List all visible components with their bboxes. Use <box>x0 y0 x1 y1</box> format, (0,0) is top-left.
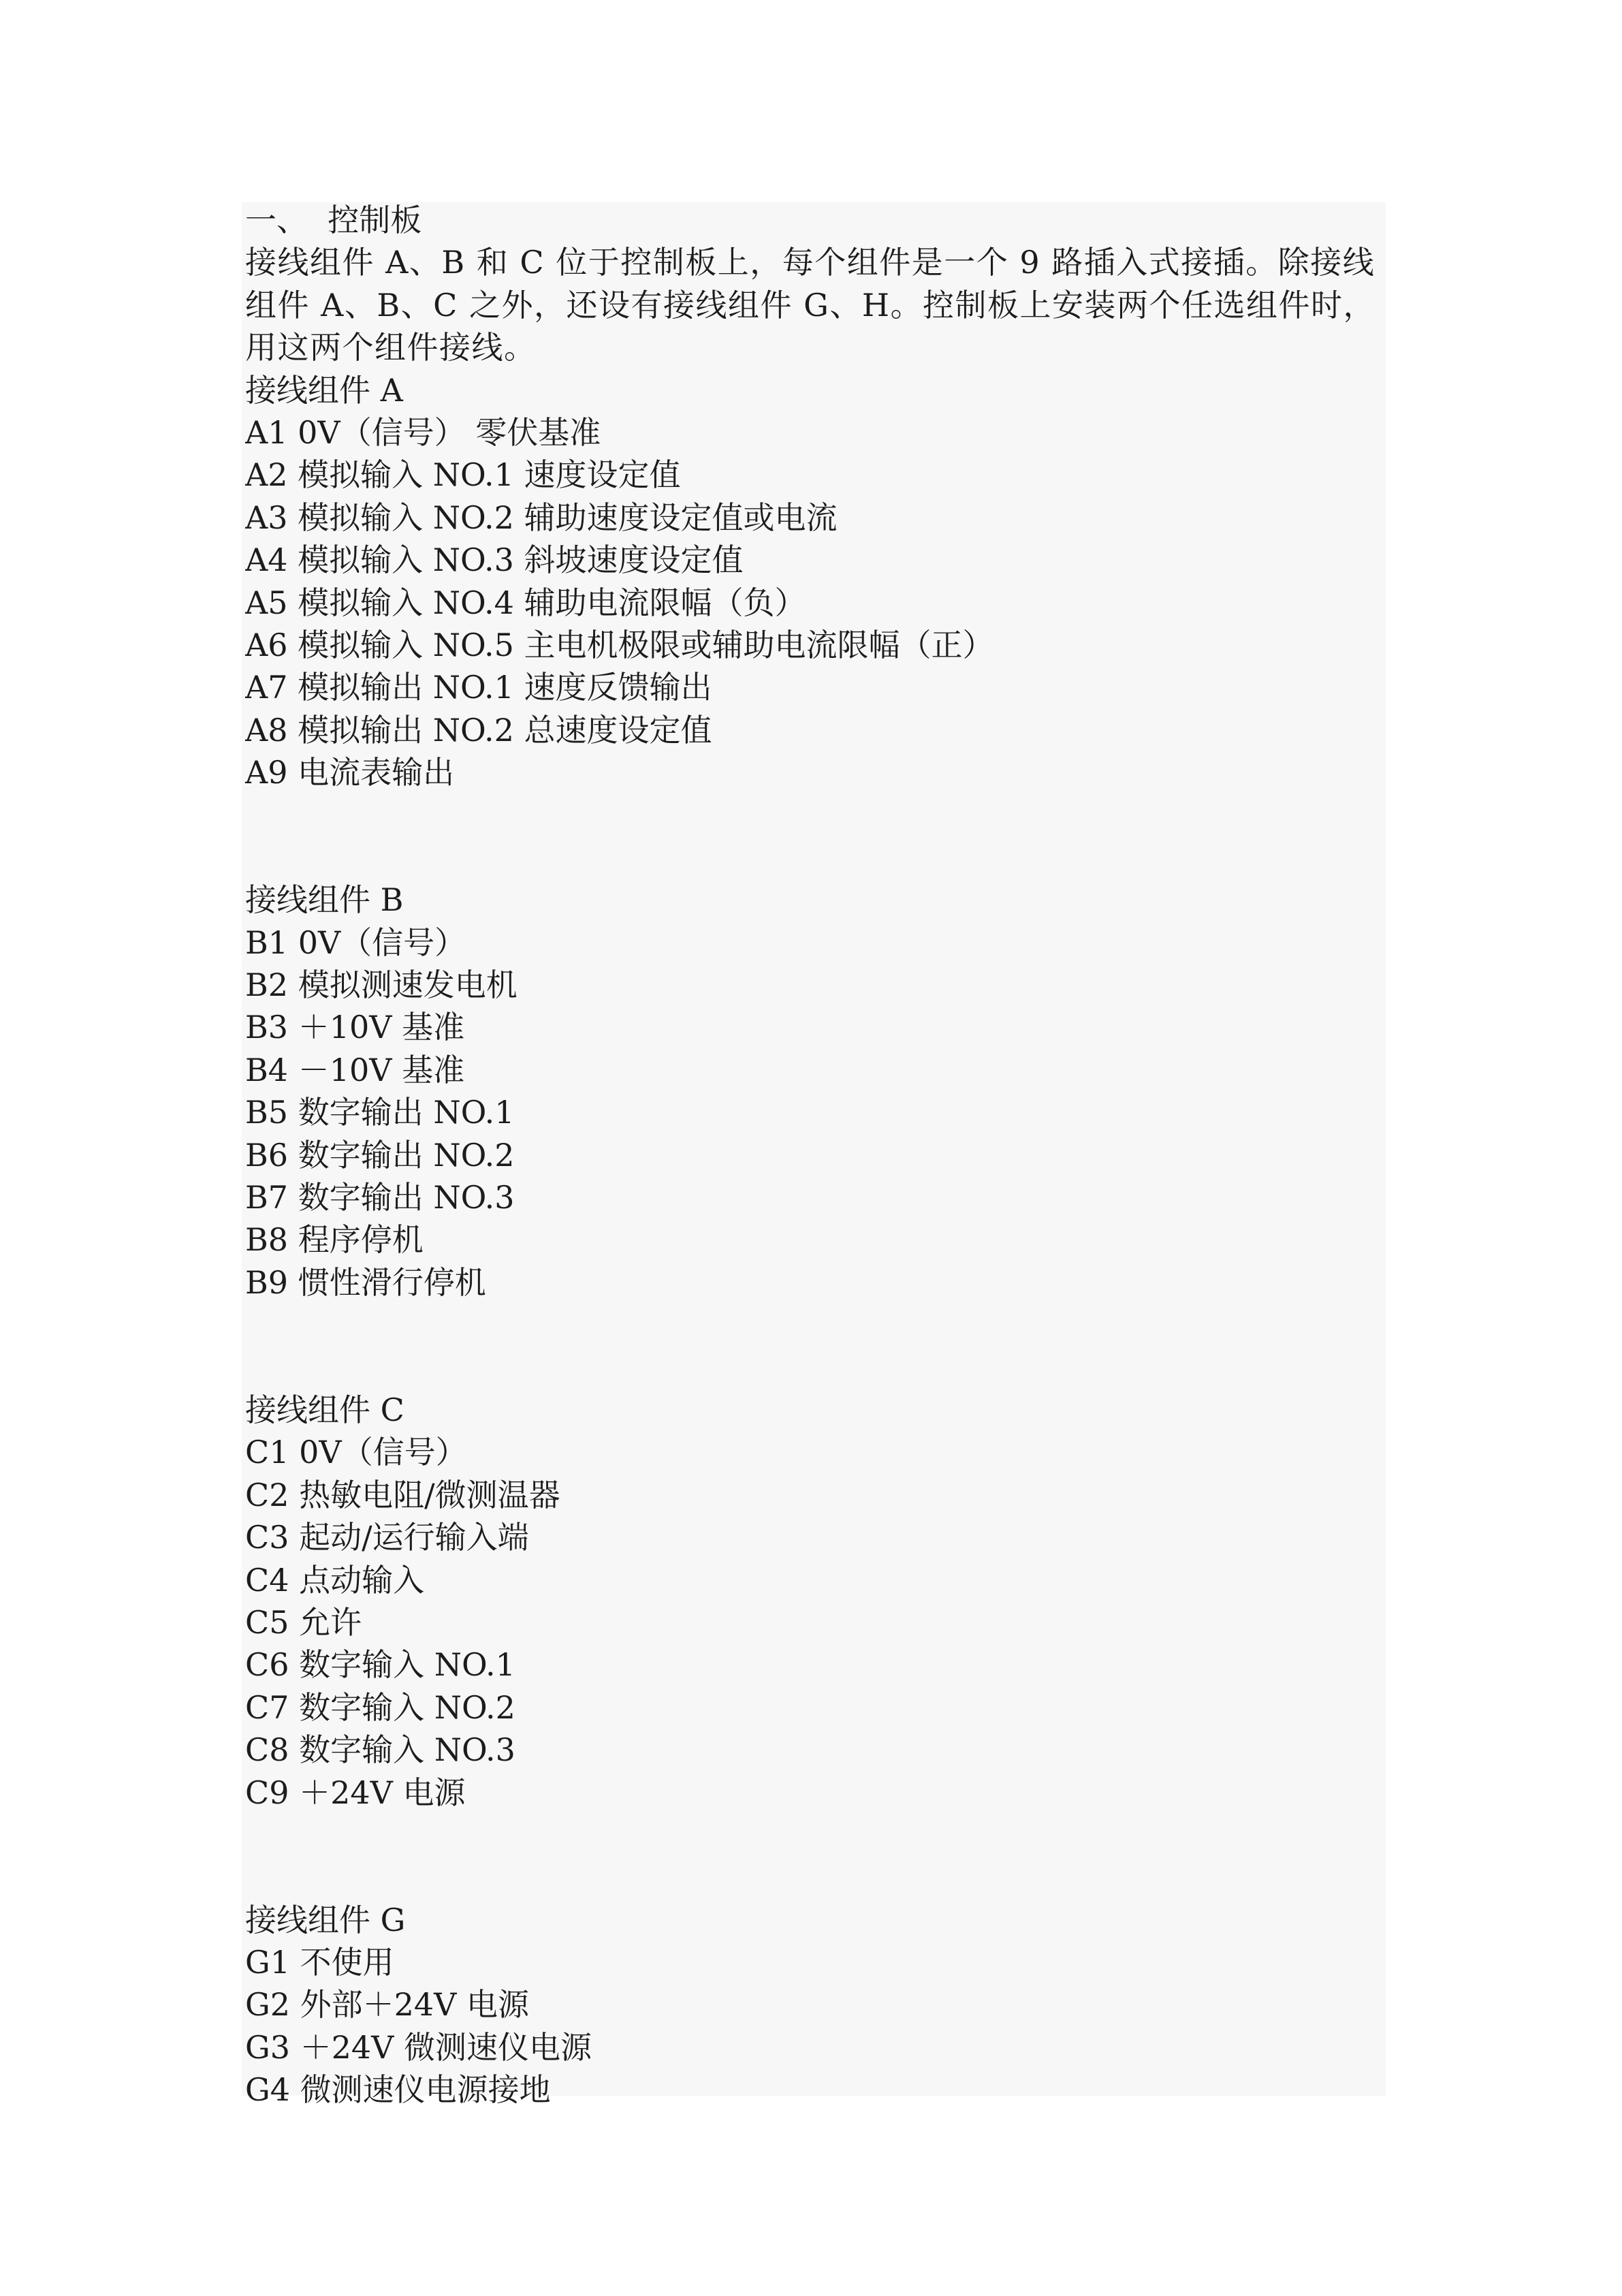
group-a-item: A3 模拟输入 NO.2 辅助速度设定值或电流 <box>245 499 838 536</box>
group-c-item: C7 数字输入 NO.2 <box>245 1688 515 1726</box>
intro-paragraph: 接线组件 A、B 和 C 位于控制板上，每个组件是一个 9 路插入式接插。除接线组件 A、B、C 之外，还设有接线组件 G、H。控制板上安装两个任选组件时，用这两个组件接线。 <box>245 244 1375 366</box>
group-b-item: B1 0V（信号） <box>245 924 466 961</box>
spacer <box>245 794 1386 836</box>
spacer <box>245 1304 1386 1346</box>
group-b-item: B3 ＋10V 基准 <box>245 1009 465 1046</box>
group-b-item: B5 数字输出 NO.1 <box>245 1094 515 1131</box>
group-b-title: 接线组件 B <box>245 881 404 919</box>
group-g <box>245 1899 1386 2111</box>
group-a-item: A8 模拟输出 NO.2 总速度设定值 <box>245 711 712 749</box>
group-c-item: C9 ＋24V 电源 <box>245 1774 466 1811</box>
group-c-item: C8 数字输入 NO.3 <box>245 1731 515 1769</box>
group-c-item: C4 点动输入 <box>245 1561 425 1599</box>
group-b-item: B9 惯性滑行停机 <box>245 1263 486 1301</box>
group-b <box>245 879 1386 1304</box>
group-a-item: A9 电流表输出 <box>245 754 455 791</box>
group-a-item: A1 0V（信号） 零伏基准 <box>245 414 601 451</box>
document-body <box>245 199 1386 2111</box>
group-c-item: C3 起动/运行输入端 <box>245 1519 529 1556</box>
spacer <box>245 1814 1386 1856</box>
group-b-item: B8 程序停机 <box>245 1221 424 1259</box>
group-a-item: A5 模拟输入 NO.4 辅助电流限幅（负） <box>245 584 806 621</box>
group-b-item: B6 数字输出 NO.2 <box>245 1136 515 1174</box>
group-a-item: A6 模拟输入 NO.5 主电机极限或辅助电流限幅（正） <box>245 626 994 663</box>
group-b-item: B2 模拟测速发电机 <box>245 966 518 1004</box>
group-c-item: C5 允许 <box>245 1603 362 1641</box>
group-g-item: G3 ＋24V 微测速仪电源 <box>245 2028 592 2066</box>
group-b-item: B7 数字输出 NO.3 <box>245 1179 515 1216</box>
group-a-title: 接线组件 A <box>245 371 403 409</box>
group-c-item: C1 0V（信号） <box>245 1434 467 1471</box>
spacer <box>245 1347 1386 1389</box>
group-g-title: 接线组件 G <box>245 1901 406 1938</box>
group-c-item: C6 数字输入 NO.1 <box>245 1646 515 1684</box>
spacer <box>245 836 1386 879</box>
spacer <box>245 1856 1386 1898</box>
group-g-item: G4 微测速仪电源接地 <box>245 2071 551 2109</box>
group-a-item: A7 模拟输出 NO.1 速度反馈输出 <box>245 669 712 706</box>
group-g-item: G1 不使用 <box>245 1944 394 1981</box>
group-a-item: A4 模拟输入 NO.3 斜坡速度设定值 <box>245 541 744 579</box>
group-c-item: C2 热敏电阻/微测温器 <box>245 1476 560 1513</box>
group-a <box>245 369 1386 794</box>
section-heading: 一、 控制板 <box>245 202 422 238</box>
group-a-item: A2 模拟输入 NO.1 速度设定值 <box>245 456 681 494</box>
group-c <box>245 1389 1386 1814</box>
group-c-title: 接线组件 C <box>245 1391 404 1428</box>
group-b-item: B4 －10V 基准 <box>245 1051 465 1088</box>
group-g-item: G2 外部＋24V 电源 <box>245 1986 530 2024</box>
